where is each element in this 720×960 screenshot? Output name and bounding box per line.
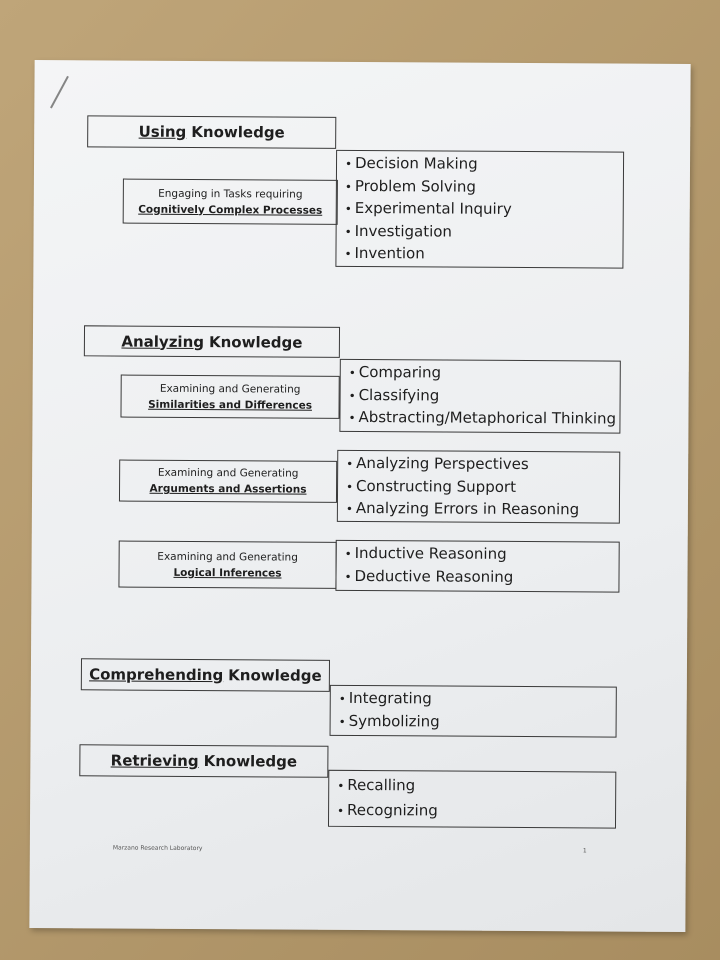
comprehending-knowledge-title [81,658,330,692]
pen-mark [50,76,69,109]
analyzing-title-rest: Knowledge [208,332,303,352]
list-item: • Abstracting/Metaphorical Thinking [348,407,619,431]
list-item: • Analyzing Errors in Reasoning [346,498,619,522]
arguments-list [337,450,620,524]
arguments-label-line2: Arguments and Assertions [149,482,307,496]
footer-page-number: 1 [582,847,587,855]
retrieving-knowledge-title [79,744,328,778]
list-item: • Invention [344,243,622,267]
inferences-list [335,540,619,593]
arguments-label-line1: Examining and Generating [157,466,299,480]
list-item: • Constructing Support [346,475,619,499]
document-page [29,60,690,932]
retrieving-title-rest: Knowledge [203,752,298,771]
list-item: • Analyzing Perspectives [346,453,619,477]
using-knowledge-title [87,115,336,149]
retrieving-title-underlined: Retrieving [110,751,199,771]
similarities-list [339,359,620,434]
list-item: • Decision Making [345,153,623,177]
inferences-label-line2: Logical Inferences [173,566,282,580]
using-label-line1: Engaging in Tasks requiring [158,187,303,201]
comprehending-title-underlined: Comprehending [89,665,224,685]
list-item: • Inductive Reasoning [345,543,619,567]
list-item: • Experimental Inquiry [345,198,623,222]
footer-organization: Marzano Research Laboratory [112,844,203,853]
list-item: • Recognizing [337,798,615,825]
inferences-label [118,541,336,589]
list-item: • Symbolizing [339,710,616,734]
analyzing-knowledge-title [84,325,340,358]
using-process-label [123,179,338,225]
comprehending-title-rest: Knowledge [228,666,322,685]
using-title-rest: Knowledge [191,122,285,142]
list-item: • Comparing [349,362,620,386]
similarities-label-line1: Examining and Generating [159,382,301,396]
similarities-label [120,375,339,419]
retrieving-list [328,770,616,829]
comprehending-list [330,685,617,738]
list-item: • Integrating [339,688,616,712]
using-label-line2: Cognitively Complex Processes [138,203,323,217]
list-item: • Deductive Reasoning [344,565,618,589]
list-item: • Classifying [349,384,620,408]
list-item: • Investigation [345,220,623,244]
similarities-label-line2: Similarities and Differences [148,398,313,412]
inferences-label-line1: Examining and Generating [157,550,298,564]
list-item: • Recalling [337,773,615,800]
using-title-underlined: Using [138,122,187,141]
arguments-label [119,460,337,503]
analyzing-title-underlined: Analyzing [121,332,205,351]
list-item: • Problem Solving [345,175,623,199]
using-process-list [335,150,624,269]
